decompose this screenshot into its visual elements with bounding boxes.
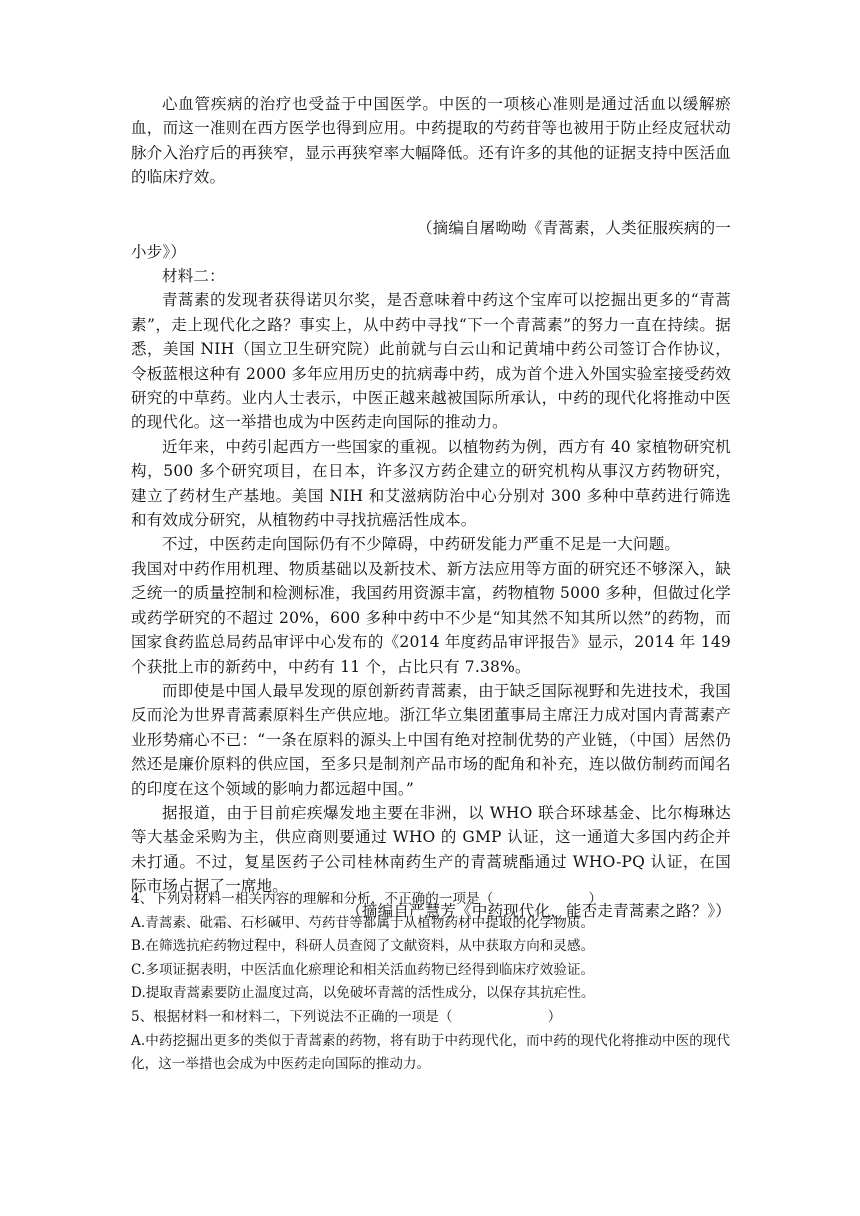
paragraph: 青蒿素的发现者获得诺贝尔奖，是否意味着中药这个宝库可以挖掘出更多的“青蒿素”，走上现代化之路？事实上，从中药中寻找“下一个青蒿素”的努力一直在持续。据悉，美国 NIH（国立卫生研究院）此前就与白云山和记黄埔中药公司签订合作协议，令板蓝根这种有 2000 多年应用历史的抗病毒中药，成为首个进入外国实验室接受药效研究的中草药。业内人士表示，中医正越来越被国际所承认，中药的现代化将推动中医的现代化。这一举措也成为中医药走向国际的推动力。	[131, 291, 732, 432]
question-4-option-c: C.多项证据表明，中医活血化瘀理论和相关活血药物已经得到临床疗效验证。	[131, 961, 595, 978]
paragraph: 我国对中药作用机理、物质基础以及新技术、新方法应用等方面的研究还不够深入，缺乏统一的质量控制和检测标准，我国药用资源丰富，药物植物 5000 多种，但做过化学或药学研究的不超过 20%，600 多种中药中不少是“知其然不知其所以然”的药物，而国家食药监总局药品审评中心发布的《2014 年度药品审评报告》显示，2014 年 149 个获批上市的新药中，中药有 11 个，占比只有 7.38%。	[131, 559, 732, 676]
paragraph: 心血管疾病的治疗也受益于中国医学。中医的一项核心准则是通过活血以缓解瘀血，而这一准则在西方医学也得到应用。中药提取的芍药苷等也被用于防止经皮冠状动脉介入治疗后的再狭窄，显示再狭窄率大幅降低。还有许多的其他的证据支持中医活血的临床疗效。	[131, 95, 731, 187]
paragraph: 而即使是中国人最早发现的原创新药青蒿素，由于缺乏国际视野和先进技术，我国反而沦为世界青蒿素原料生产供应地。浙江华立集团董事局主席汪力成对国内青蒿素产业形势痛心不已：“一条在原料的源头上中国有绝对控制优势的产业链，（中国）居然仍然还是廉价原料的供应国，至多只是制剂产品市场的配角和补充，连以做仿制药而闻名的印度在这个领域的影响力都远超中国。”	[131, 681, 731, 798]
paragraph: 据报道，由于目前疟疾爆发地主要在非洲，以 WHO 联合环球基金、比尔梅琳达等大基金采购为主，供应商则要通过 WHO 的 GMP 认证，这一通道大多国内药企并未打通。不过，复星医药子公司桂林南药生产的青蒿琥酯通过 WHO-PQ 认证，在国际市场占据了一席地。	[131, 803, 731, 896]
material-one-tail	[131, 92, 731, 190]
question-4-option-a: A.青蒿素、砒霜、石杉碱甲、芍药苷等都属于从植物药材中提取的化学物质。	[131, 914, 595, 931]
question-4-option-b: B.在筛选抗疟药物过程中，科研人员查阅了文献资料，从中获取方向和灵感。	[131, 938, 595, 955]
source-citation-line1: （摘编自屠呦呦《青蒿素，人类征服疾病的一	[416, 219, 731, 237]
paragraph: 不过，中医药走向国际仍有不少障碍，中药研发能力严重不足是一大问题。	[162, 535, 681, 554]
source-citation-line2: 小步》）	[131, 243, 187, 262]
source-citation: （摘编自严慧芳《中药现代化，能否走青蒿素之路？》）	[346, 901, 731, 920]
question-5-option-a: A.中药挖掘出更多的类似于青蒿素的药物，将有助于中药现代化，而中药的现代化将推动中医的现代化，这一举措也会成为中医药走向国际的推动力。	[131, 1032, 731, 1073]
question-4-stem: 4、下列对材料一相关内容的理解和分析，不正确的一项是（ ）	[131, 891, 603, 907]
material-one-source	[131, 216, 731, 265]
question-4-option-d: D.提取青蒿素要防止温度过高，以免破坏青蒿的活性成分，以保存其抗疟性。	[131, 985, 595, 1002]
material-two	[131, 264, 731, 923]
questions-section	[131, 888, 731, 1077]
question-5-stem: 5、根据材料一和材料二，下列说法不正确的一项是（ ）	[131, 1008, 562, 1025]
paragraph: 近年来，中药引起西方一些国家的重视。以植物药为例，西方有 40 家植物研究机构，500 多个研究项目，在日本，许多汉方药企建立的研究机构从事汉方药物研究，建立了药材生产基地。美国 NIH 和艾滋病防治中心分别对 300 多种中草药进行筛选和有效成分研究，从植物药中寻找抗癌活性成本。	[131, 437, 731, 530]
material-two-heading: 材料二：	[162, 267, 225, 285]
